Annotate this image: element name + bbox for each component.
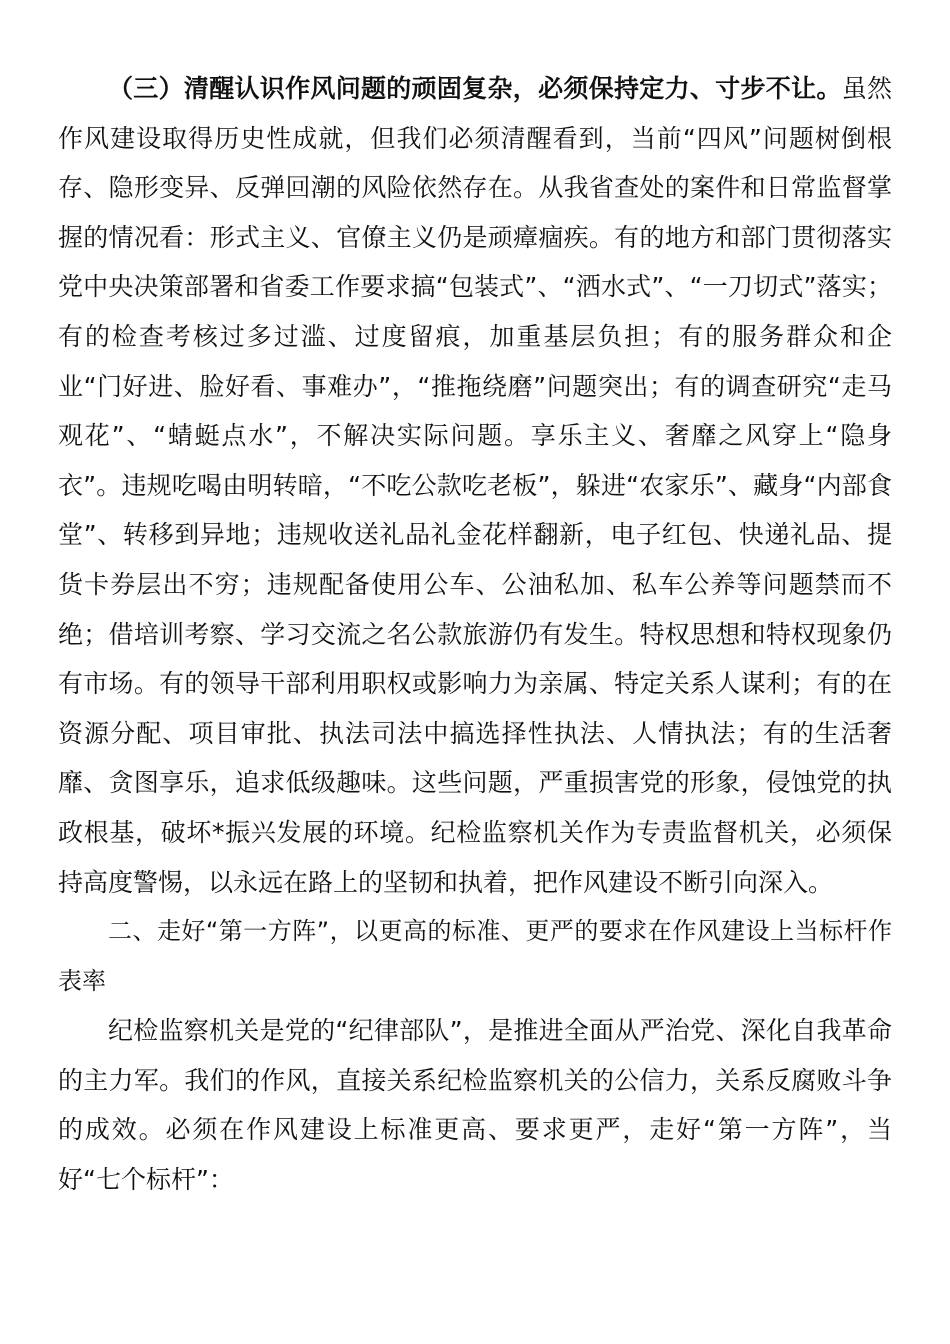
paragraph-heading: （三）清醒认识作风问题的顽固复杂，必须保持定力、寸步不让。 [108, 74, 842, 103]
section-heading: 二、走好“第一方阵”，以更高的标准、更严的要求在作风建设上当标杆作表率 [58, 917, 892, 995]
paragraph-body: 虽然作风建设取得历史性成就，但我们必须清醒看到，当前“四风”问题树倒根存、隐形变异、反弹回潮的风险依然存在。从我省查处的案件和日常监督掌握的情况看：形式主义、官僚主义仍是顽瘴痼疾。有的地方和部门贯彻落实党中央决策部署和省委工作要求搞“包装式”、“洒水式”、“一刀切式”落实；有的检查考核过多过滥、过度留痕，加重基层负担；有的服务群众和企业“门好进、脸好看、事难办”，“推拖绕磨”问题突出；有的调查研究“走马观花”、“蜻蜓点水”，不解决实际问题。享乐主义、奢靡之风穿上“隐身衣”。违规吃喝由明转暗，“不吃公款吃老板”，躲进“农家乐”、藏身“内部食堂”、转移到异地；违规收送礼品礼金花样翻新，电子红包、快递礼品、提货卡券层出不穷；违规配备使用公车、公油私加、私车公养等问题禁而不绝；借培训考察、学习交流之名公款旅游仍有发生。特权思想和特权现象仍有市场。有的领导干部利用职权或影响力为亲属、特定关系人谋利；有的在资源分配、项目审批、执法司法中搞选择性执法、人情执法；有的生活奢靡、贪图享乐，追求低级趣味。这些问题，严重损害党的形象，侵蚀党的执政根基，破坏*振兴发展的环境。纪检监察机关作为专责监督机关，必须保持高度警惕，以永远在路上的坚韧和执着，把作风建设不断引向深入。 [58, 74, 892, 897]
paragraph-style-problems [58, 64, 892, 907]
document-page [58, 64, 892, 1205]
paragraph-discipline-team: 纪检监察机关是党的“纪律部队”，是推进全面从严治党、深化自我革命的主力军。我们的作风，直接关系纪检监察机关的公信力，关系反腐败斗争的成效。必须在作风建设上标准更高、要求更严，走好“第一方阵”，当好“七个标杆”： [58, 1016, 892, 1195]
